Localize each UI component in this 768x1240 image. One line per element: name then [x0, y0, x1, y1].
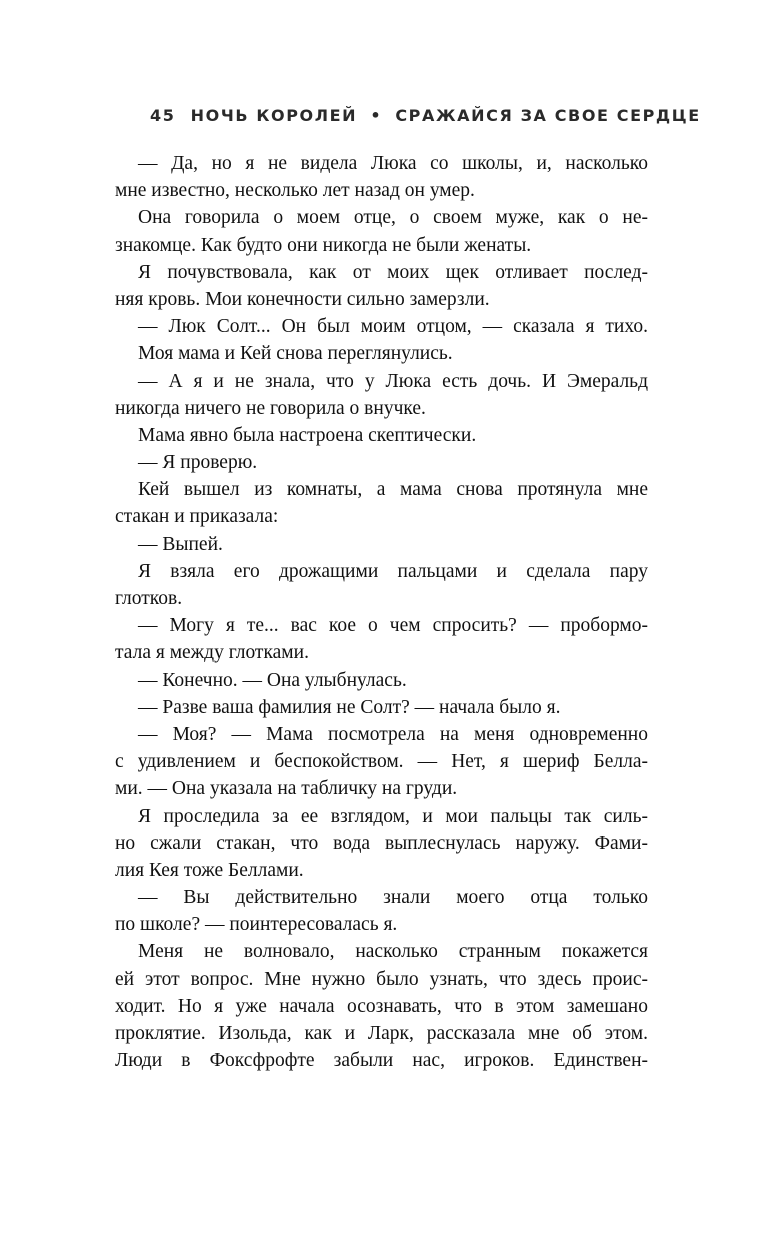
- text-line: — Я проверю.: [138, 452, 258, 474]
- text-line: Мама явно была настроена скептически.: [138, 424, 477, 446]
- text-line: но сжали стакан, что вода выплеснулась наружу. Фами-: [115, 832, 648, 854]
- text-line: тала я между глотками.: [115, 642, 309, 664]
- page-number: 45: [150, 106, 176, 125]
- text-line: стакан и приказала:: [115, 506, 279, 528]
- text-line: — Могу я те... вас кое о чем спросить? — пробормо-: [138, 615, 648, 637]
- header-separator: •: [370, 106, 383, 125]
- text-line: — Конечно. — Она улыбнулась.: [138, 669, 407, 691]
- text-line: Кей вышел из комнаты, а мама снова протянула мне: [138, 479, 648, 501]
- text-line: ходит. Но я уже начала осознавать, что в этом замешано: [115, 995, 648, 1017]
- text-line: Я почувствовала, как от моих щек отливает послед-: [138, 261, 648, 283]
- text-line: лия Кея тоже Беллами.: [115, 859, 304, 881]
- text-line: проклятие. Изольда, как и Ларк, рассказала мне об этом.: [115, 1023, 648, 1044]
- text-line: по школе? — поинтересовалась я.: [115, 914, 398, 936]
- text-line: — Моя? — Мама посмотрела на меня одновременно: [138, 723, 648, 745]
- text-line: Люди в Фоксфрофте забыли нас, игроков. Единствен-: [115, 1050, 648, 1072]
- text-line: ей этот вопрос. Мне нужно было узнать, что здесь проис-: [115, 968, 648, 990]
- text-line: Моя мама и Кей снова переглянулись.: [138, 343, 453, 365]
- text-line: ми. — Она указала на табличку на груди.: [115, 778, 458, 800]
- text-line: мне известно, несколько лет назад он умер.: [115, 180, 475, 202]
- text-line: — А я и не знала, что у Люка есть дочь. И Эмеральд: [138, 370, 648, 392]
- body-text: [115, 150, 648, 1074]
- book-title: НОЧЬ КОРОЛЕЙ: [190, 106, 358, 125]
- text-line: никогда ничего не говорила о внучке.: [115, 397, 426, 419]
- text-line: Она говорила о моем отце, о своем муже, как о не-: [138, 207, 648, 229]
- text-line: няя кровь. Мои конечности сильно замерзли.: [115, 288, 490, 310]
- text-line: — Вы действительно знали моего отца только: [138, 887, 648, 909]
- text-line: Я взяла его дрожащими пальцами и сделала пару: [138, 560, 648, 582]
- text-line: — Выпей.: [138, 533, 223, 555]
- text-line: глотков.: [115, 588, 183, 609]
- text-line: Меня не волновало, насколько странным покажется: [138, 941, 648, 963]
- running-header: [150, 103, 701, 129]
- text-line: — Да, но я не видела Люка со школы, и, насколько: [138, 153, 648, 174]
- text-line: — Люк Солт... Он был моим отцом, — сказала я тихо.: [138, 316, 648, 338]
- text-line: с удивлением и беспокойством. — Нет, я шериф Белла-: [115, 751, 648, 773]
- text-line: Я проследила за ее взглядом, и мои пальцы так силь-: [138, 805, 648, 827]
- book-subtitle: СРАЖАЙСЯ ЗА СВОЕ СЕРДЦЕ: [395, 106, 701, 125]
- text-line: — Разве ваша фамилия не Солт? — начала было я.: [138, 696, 561, 718]
- text-line: знакомце. Как будто они никогда не были женаты.: [115, 234, 532, 256]
